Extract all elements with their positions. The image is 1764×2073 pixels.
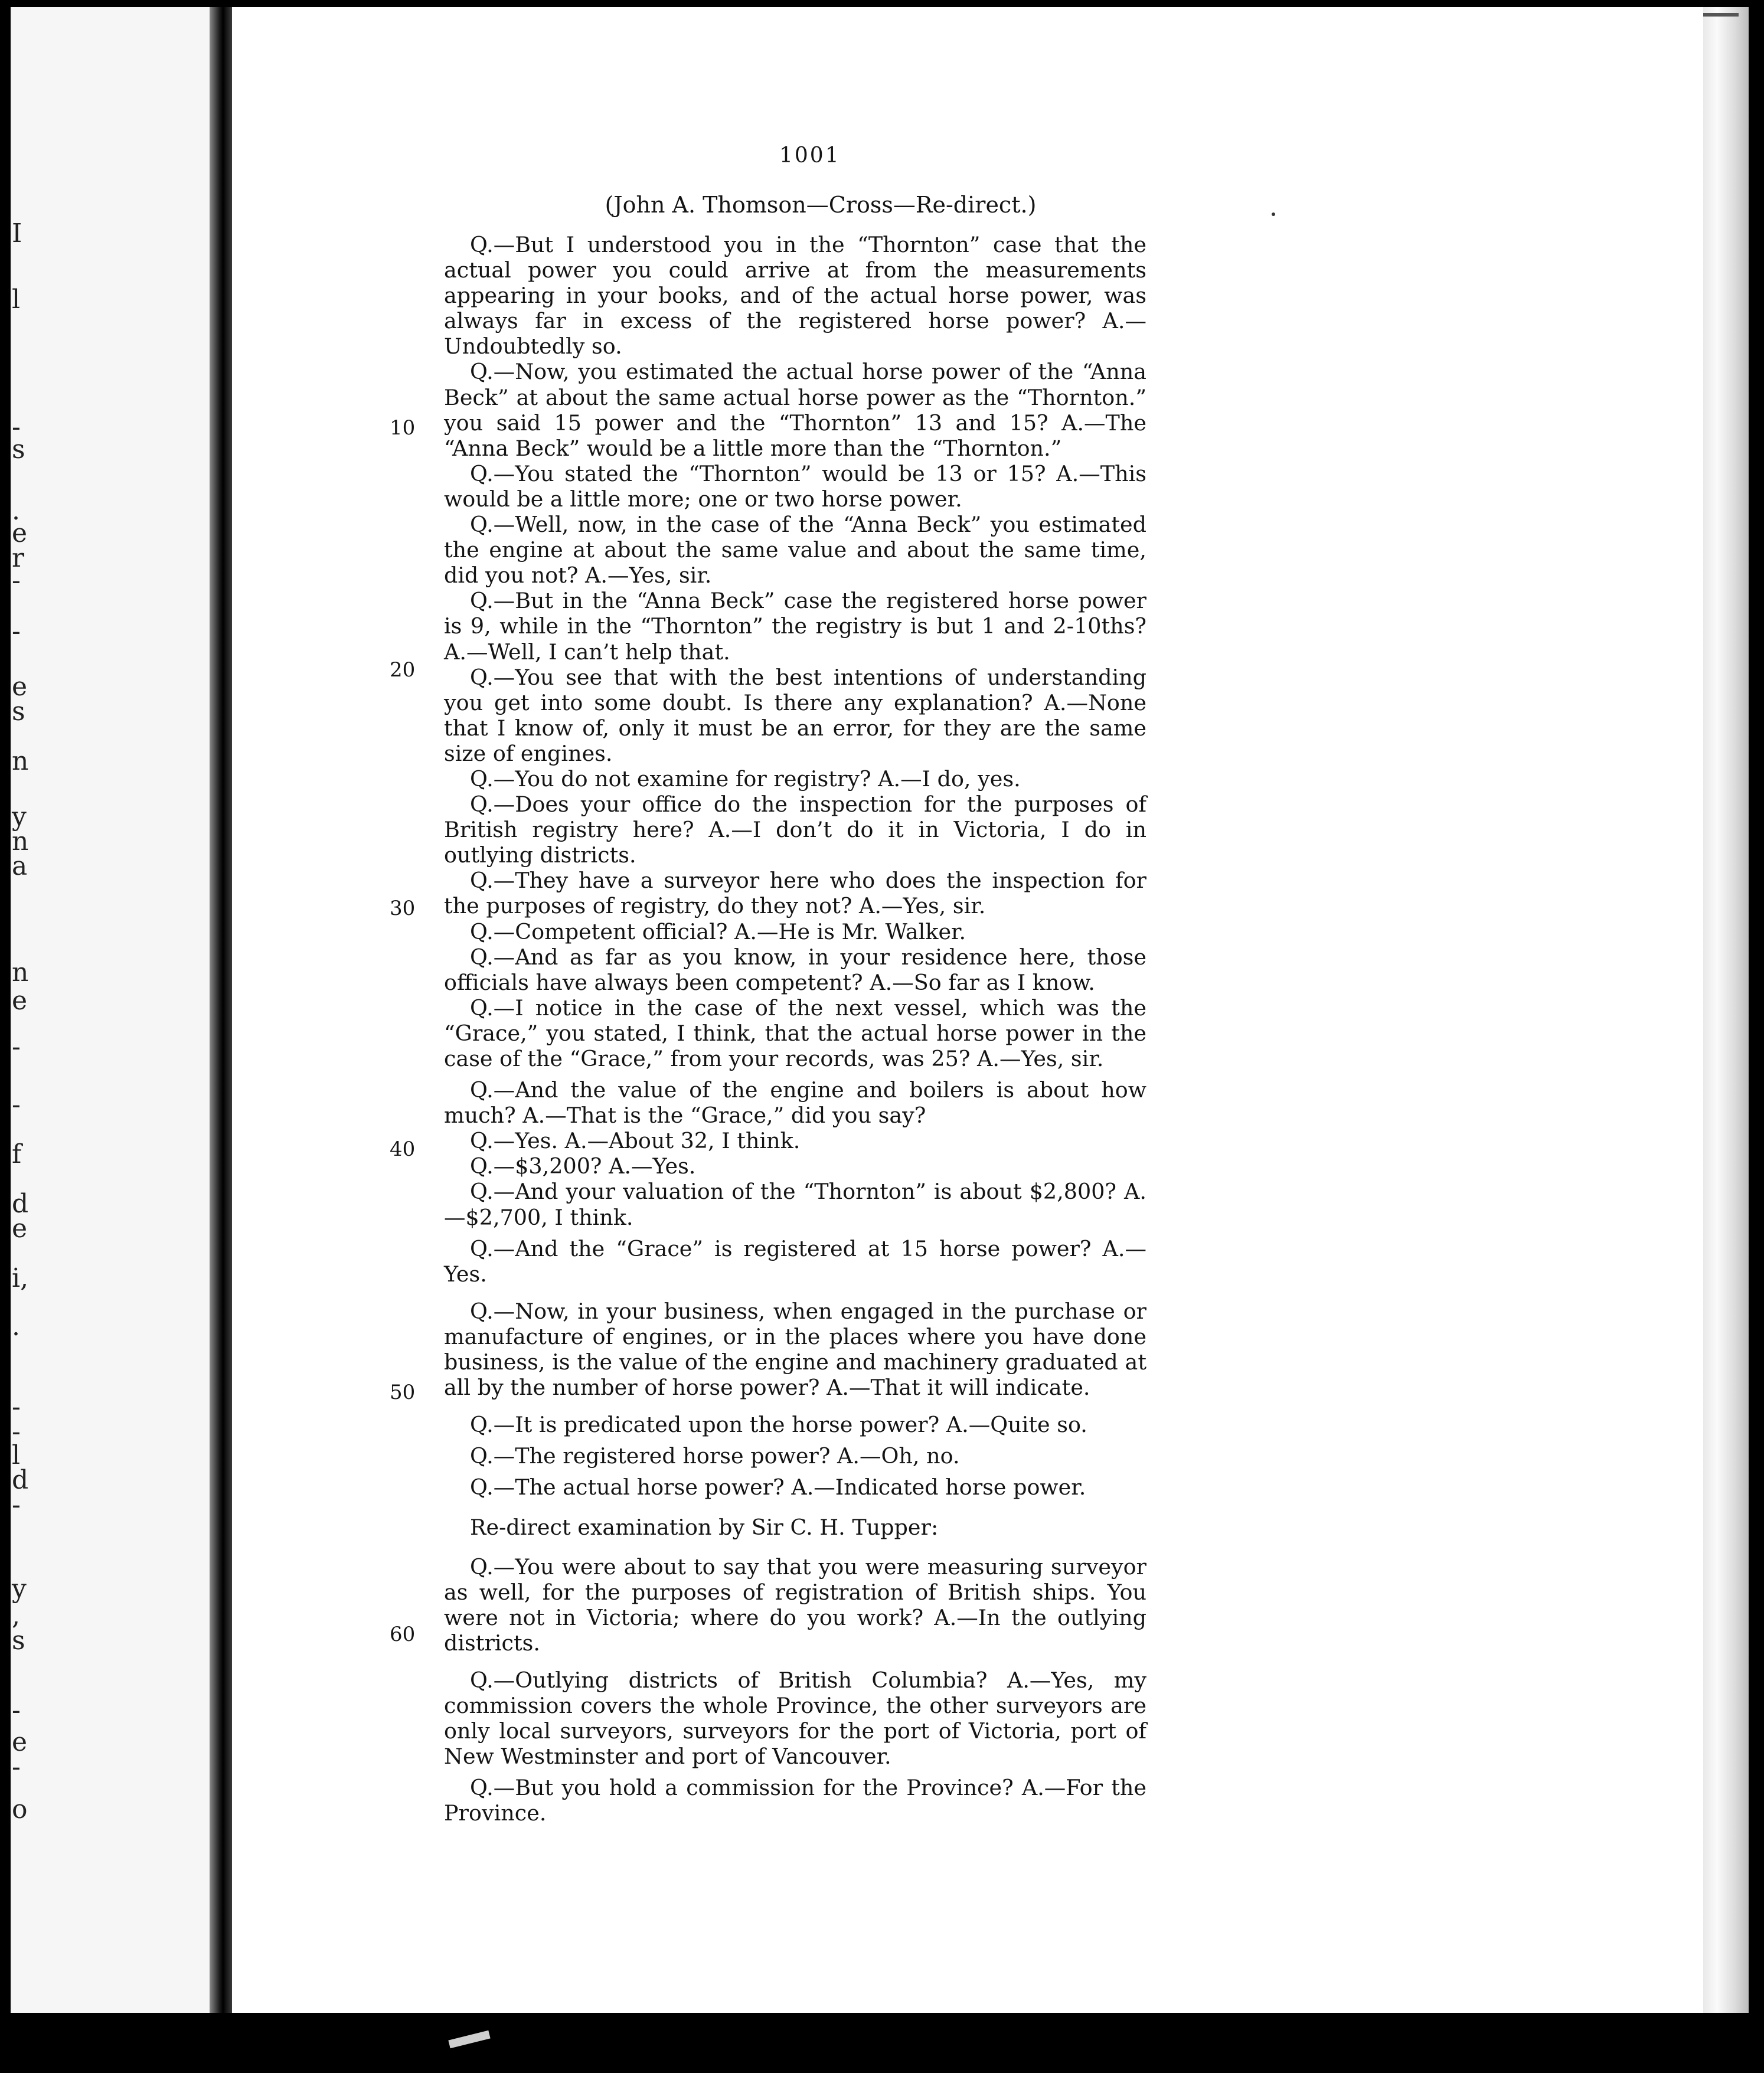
paragraph: Q.—And the value of the engine and boilers is about how much? A.—That is the “Grace,” did you say? — [444, 1077, 1146, 1129]
prev-page-fragment: e — [12, 518, 28, 548]
paragraph: Q.—And as far as you know, in your residence here, those officials have always been competent? A.—So far as I know. — [444, 944, 1146, 995]
paragraph: Q.—The actual horse power? A.—Indicated horse power. — [470, 1474, 1086, 1500]
prev-page-fragment: o — [12, 1794, 28, 1824]
paragraph: Q.—But I understood you in the “Thornton” case that the actual power you could arrive at from the measurements appearing in your books, and of the actual horse power, was always far in excess of the registered horse power? A.—Undoubtedly so. — [444, 232, 1146, 359]
prev-page-fragment: - — [12, 1752, 21, 1782]
paragraph: Q.—But in the “Anna Beck” case the registered horse power is 9, while in the “Thornton” the registry is but 1 and 2-10ths? A.—Well, I can’t help that. — [444, 588, 1146, 665]
prev-page-fragment: , — [12, 1601, 20, 1631]
prev-page-fragment: l — [12, 285, 21, 315]
prev-page-fragment: - — [12, 1090, 21, 1120]
prev-page-fragment: - — [12, 1490, 21, 1520]
margin-line-number: 40 — [390, 1137, 416, 1161]
prev-page-fragment: s — [12, 1626, 25, 1656]
prev-page-fragment: . — [12, 496, 20, 526]
prev-page-fragment: y — [12, 802, 27, 832]
prev-page-fragment: d — [12, 1465, 29, 1495]
scan-frame-right — [1749, 0, 1764, 2073]
prev-page-fragment: n — [12, 746, 29, 776]
paragraph: Q.—You stated the “Thornton” would be 13 or 15? A.—This would be a little more; one or two horse power. — [444, 460, 1146, 512]
prev-page-fragment: n — [12, 826, 29, 856]
prev-page-fragment: y — [12, 1574, 27, 1604]
paragraph: Q.—They have a surveyor here who does the inspection for the purposes of registry, do they not? A.—Yes, sir. — [444, 868, 1146, 919]
margin-line-number: 30 — [390, 897, 416, 920]
paragraph: Q.—Now, in your business, when engaged in the purchase or manufacture of engines, or in the places where you have done business, is the value of the engine and machinery graduated at all by the number of horse power? A.—That it will indicate. — [444, 1298, 1146, 1401]
prev-page-fragment: l — [12, 1440, 21, 1470]
paragraph: Q.—It is predicated upon the horse power? A.—Quite so. — [470, 1412, 1087, 1438]
paragraph: Q.—Well, now, in the case of the “Anna Beck” you estimated the engine at about the same value and about the same time, did you not? A.—Yes, sir. — [444, 512, 1146, 588]
prev-page-fragment: s — [12, 434, 25, 465]
paragraph: Q.—Competent official? A.—He is Mr. Walker. — [470, 918, 966, 944]
paragraph: Q.—The registered horse power? A.—Oh, no. — [470, 1443, 960, 1469]
prev-page-fragment: - — [12, 1392, 21, 1422]
prev-page-fragment: - — [12, 1417, 21, 1447]
prev-page-fragment: I — [12, 218, 22, 249]
prev-page-fragment: n — [12, 957, 29, 988]
paragraph: Q.—You see that with the best intentions of understanding you get into some doubt. Is there any explanation? A.—None that I know of, only it must be an error, for they are the same size of engines. — [444, 664, 1146, 766]
margin-line-number: 50 — [390, 1381, 416, 1404]
scan-frame-top — [0, 0, 1764, 7]
paragraph: Q.—Now, you estimated the actual horse power of the “Anna Beck” at about the same actual horse power as the “Thornton.” you said 15 power and the “Thornton” 13 and 15? A.—The “Anna Beck” would be a little more than the “Thornton.” — [444, 359, 1146, 461]
page-edge-line — [1703, 13, 1739, 17]
prev-page-fragment: - — [12, 616, 21, 646]
prev-page-fragment: - — [12, 565, 21, 596]
prev-page-fragment: e — [12, 1214, 28, 1244]
redirect-heading: Re-direct examination by Sir C. H. Tupper: — [470, 1514, 939, 1540]
prev-page-fragment: f — [12, 1139, 22, 1169]
page-header: (John A. Thomson—Cross—Re-direct.) — [605, 192, 1037, 218]
prev-page-fragment: i, — [12, 1263, 29, 1293]
page-edge — [1703, 7, 1749, 2013]
prev-page-fragment: r — [12, 543, 25, 573]
paragraph: Q.—Does your office do the inspection for the purposes of British registry here? A.—I don’t do it in Victoria, I do in outlying districts. — [444, 792, 1146, 868]
prev-page-fragment: e — [12, 1727, 28, 1757]
paragraph: Q.—You do not examine for registry? A.—I do, yes. — [470, 766, 1021, 792]
prev-page-fragment: - — [12, 1032, 21, 1062]
testimony-text — [444, 232, 1146, 1826]
paragraph: Q.—But you hold a commission for the Province? A.—For the Province. — [444, 1775, 1146, 1826]
prev-page-fragment: - — [12, 412, 21, 442]
paragraph: Q.—And the “Grace” is registered at 15 horse power? A.—Yes. — [444, 1235, 1146, 1287]
prev-page-fragment: e — [12, 986, 28, 1016]
prev-page-fragment: - — [12, 1695, 21, 1725]
paragraph: Q.—Yes. A.—About 32, I think. — [470, 1128, 801, 1154]
scan-frame-bottom — [0, 2013, 1764, 2073]
margin-line-number: 20 — [390, 658, 416, 682]
prev-page-fragment: e — [12, 672, 28, 702]
previous-page-margin — [11, 7, 214, 2013]
margin-line-number: 60 — [390, 1623, 416, 1646]
stray-mark — [1272, 212, 1275, 216]
prev-page-fragment: d — [12, 1189, 29, 1219]
prev-page-fragment: s — [12, 697, 25, 727]
paragraph: Q.—$3,200? A.—Yes. — [470, 1153, 696, 1179]
prev-page-fragment: . — [12, 1312, 20, 1342]
paragraph: Q.—You were about to say that you were measuring surveyor as well, for the purposes of registration of British ships. You were not in Victoria; where do you work? A.—In the outlying districts. — [444, 1554, 1146, 1656]
scan-frame-left — [0, 0, 11, 2073]
paragraph: Q.—Outlying districts of British Columbia? A.—Yes, my commission covers the whole Province, the other surveyors are only local surveyors, surveyors for the port of Victoria, port of New Westminster and port of Vancouver. — [444, 1667, 1146, 1770]
paragraph: Q.—And your valuation of the “Thornton” is about $2,800? A.—$2,700, I think. — [444, 1179, 1146, 1230]
prev-page-fragment: a — [12, 851, 28, 881]
page-number: 1001 — [779, 143, 841, 168]
paragraph: Q.—I notice in the case of the next vessel, which was the “Grace,” you stated, I think, that the actual horse power in the case of the “Grace,” from your records, was 25? A.—Yes, sir. — [444, 995, 1146, 1071]
book-binding-gutter — [210, 7, 232, 2013]
margin-line-number: 10 — [390, 416, 416, 440]
